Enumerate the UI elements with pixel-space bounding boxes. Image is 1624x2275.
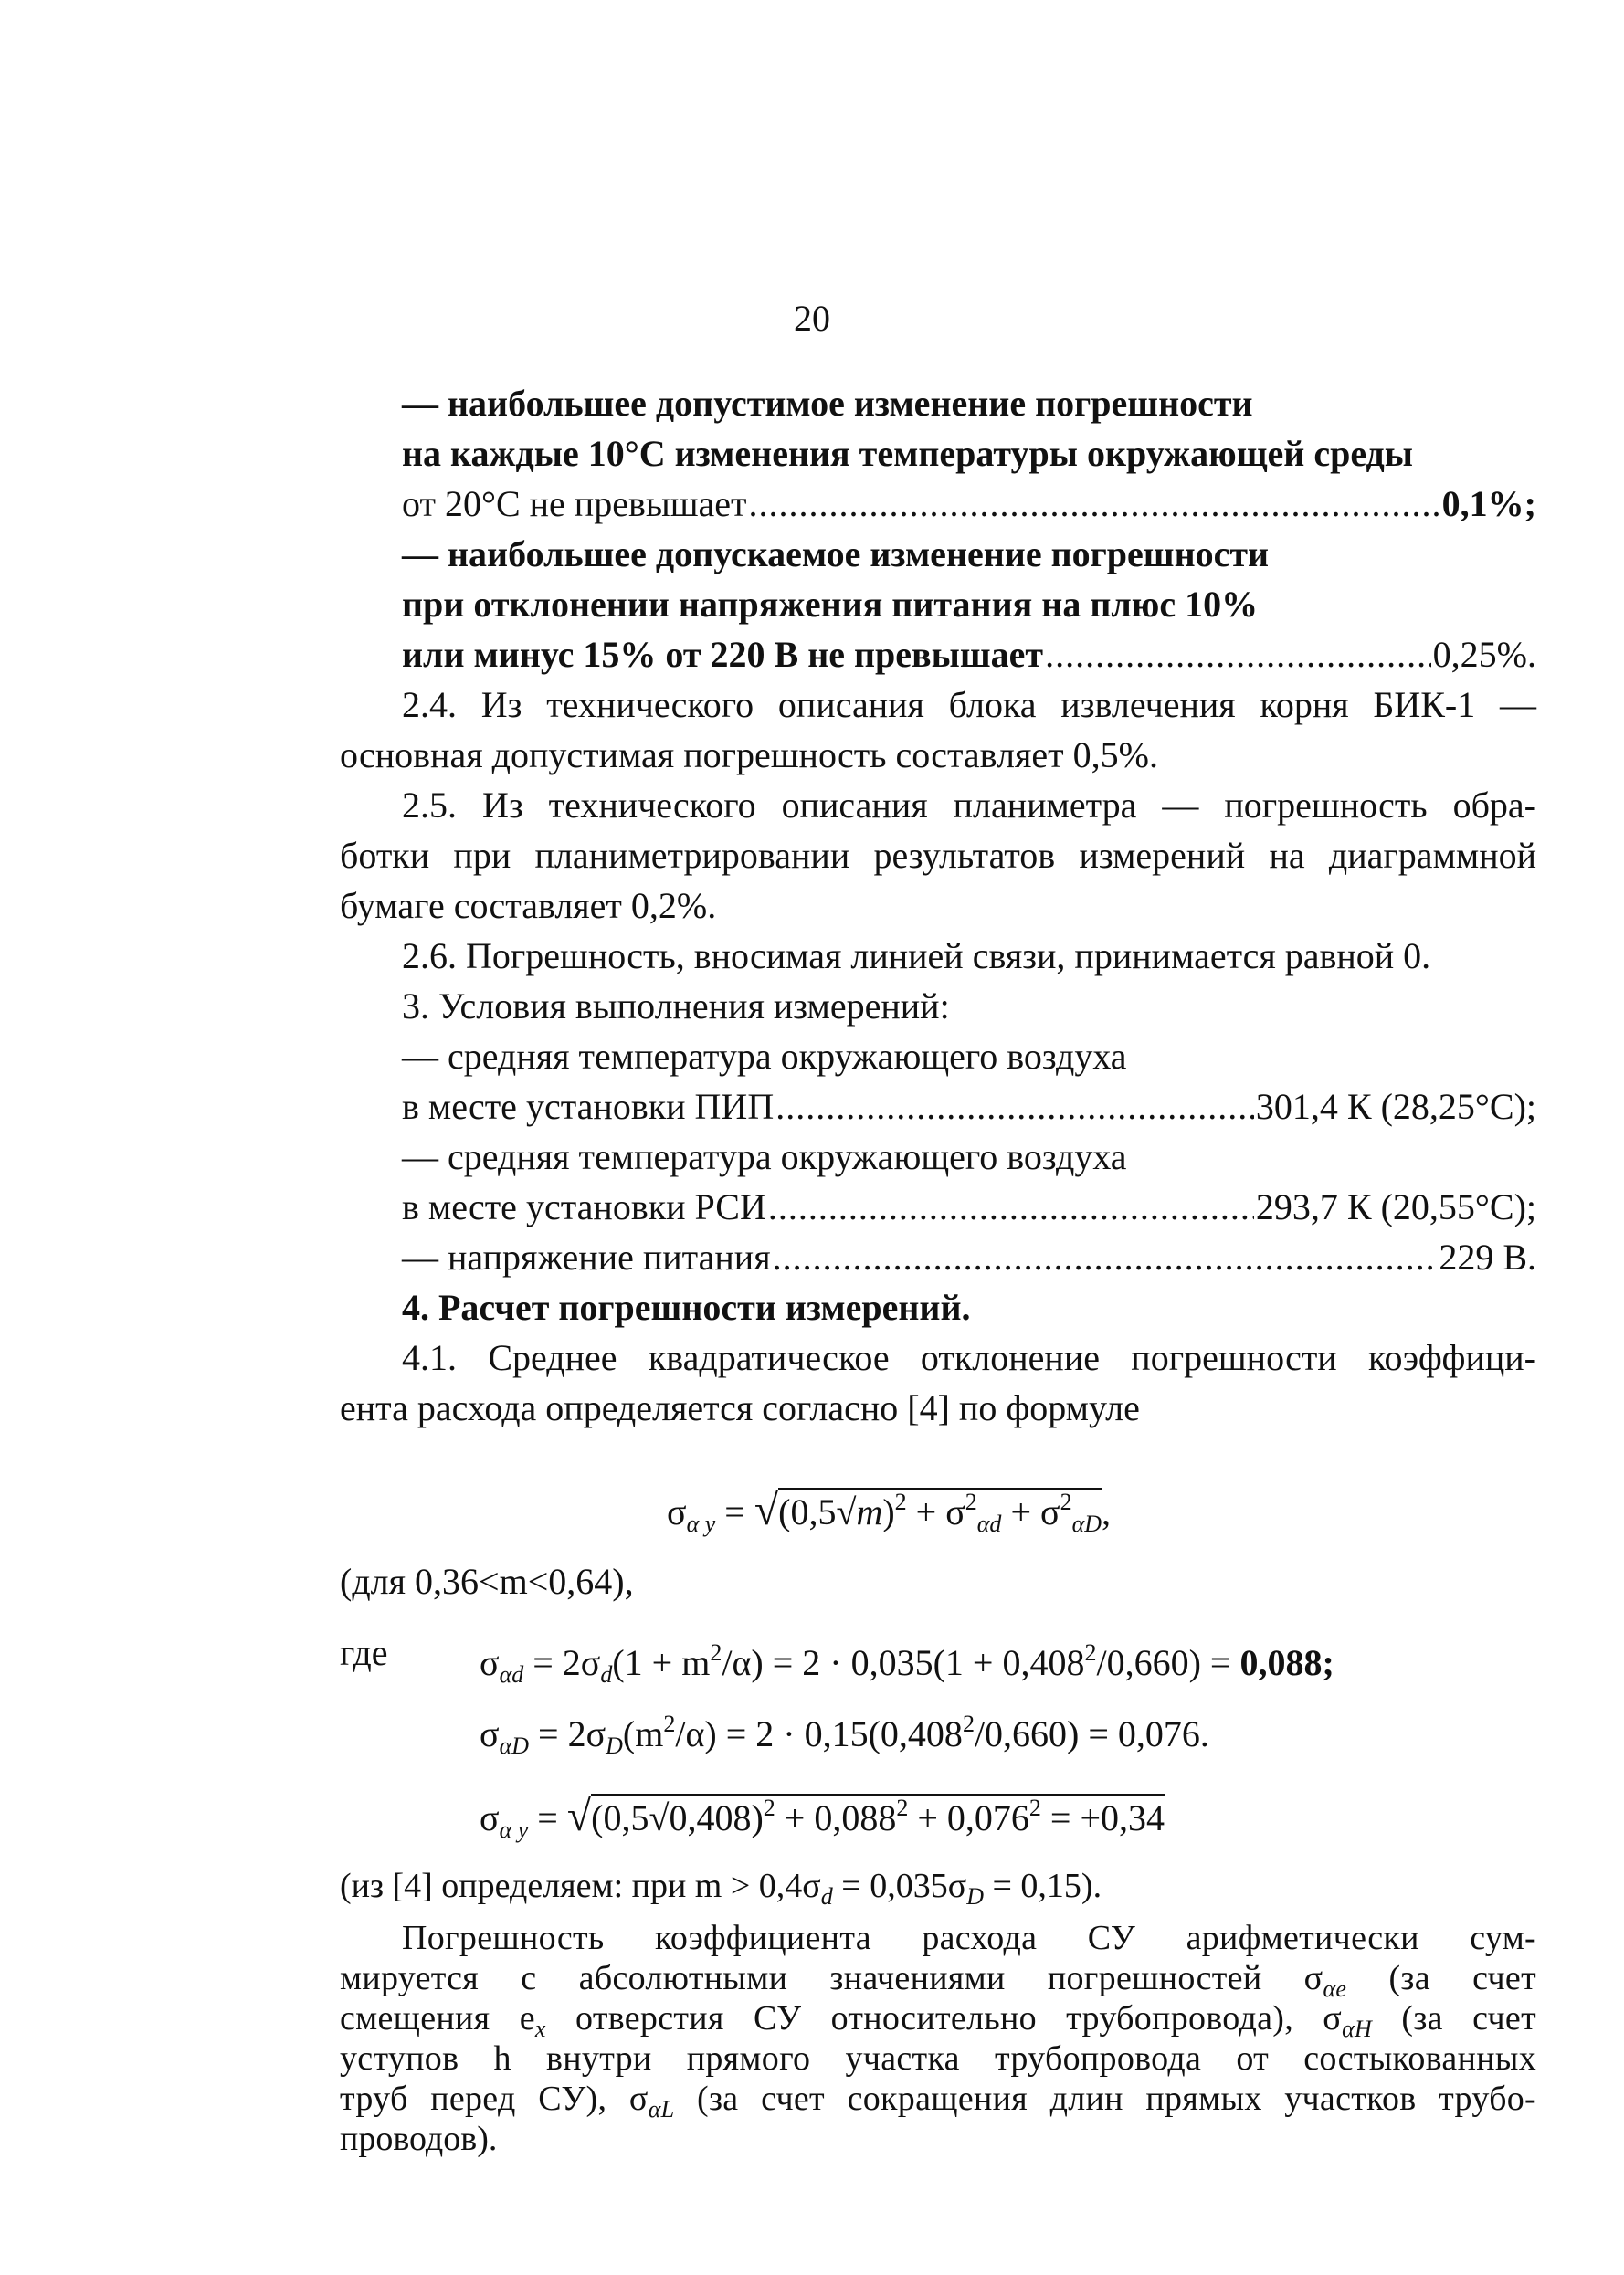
text-line: 4. Расчет погрешности измерений. xyxy=(402,1287,971,1328)
text-line: бумаге составляет 0,2%. xyxy=(340,885,717,926)
where-label: где xyxy=(340,1632,388,1673)
dotted-line xyxy=(402,481,1536,527)
equation-3: $\sigma_{\alpha у} = √(0,5√0,408)^2 + 0,088^2 + 0,076^2 = +0,34$ xyxy=(480,1792,1165,1843)
text-line: 2.4. Из технического описания блока извлечения корня БИК-1 — xyxy=(402,684,1536,725)
text-line: ботки при планиметрировании результатов измерений на диаграммной xyxy=(340,835,1536,876)
dotted-line xyxy=(402,1235,1536,1280)
dotted-line-value: 0,25%. xyxy=(1432,634,1536,675)
leader-dots xyxy=(768,1185,1254,1230)
text-line: 2.6. Погрешность, вносимая линией связи, принимается равной 0. xyxy=(402,935,1431,976)
text-line: — наибольшее допускаемое изменение погрешности xyxy=(402,533,1270,574)
note-line: (из [4] определяем: при $m > 0,4\sigma_d = 0,035\sigma_D = 0,15$). xyxy=(340,1867,1102,1910)
paragraph-line: труб перед СУ), $\sigma_{\alpha L}$ (за счет сокращения длин прямых участков трубо- xyxy=(340,2080,1537,2122)
leader-dots xyxy=(773,1235,1438,1280)
dotted-line-text: от 20°С не превышает xyxy=(402,483,747,524)
text-line: 2.5. Из технического описания планиметра — погрешность обра- xyxy=(402,785,1536,826)
text-line: основная допустимая погрешность составляет 0,5%. xyxy=(340,734,1158,775)
text-line: — средняя температура окружающего воздуха xyxy=(402,1036,1127,1077)
leader-dots xyxy=(749,481,1440,527)
dotted-line-value: 301,4 К (28,25°С); xyxy=(1255,1086,1536,1127)
dotted-line-value: 229 В. xyxy=(1439,1237,1536,1278)
dotted-line xyxy=(402,1185,1536,1230)
paragraph-line: Погрешность коэффициента расхода СУ арифметически сум- xyxy=(402,1919,1536,1957)
equation-1: $\sigma_{\alpha d} = 2\sigma_d(1 + m^2/\alpha) = 2 \cdot 0,035(1 + 0,408^2/0,660) = 0,088$; xyxy=(480,1639,1334,1688)
paragraph-line: проводов). xyxy=(340,2120,498,2158)
dotted-line-text: в месте установки РСИ xyxy=(402,1186,766,1227)
leader-dots xyxy=(775,1084,1254,1130)
dotted-line-value: 293,7 К (20,55°С); xyxy=(1255,1186,1536,1227)
formula-condition: (для 0,36<m<0,64), xyxy=(340,1561,634,1602)
text-line: 4.1. Среднее квадратическое отклонение погрешности коэффици- xyxy=(402,1337,1536,1378)
text-line: на каждые 10°С изменения температуры окружающей среды xyxy=(402,433,1414,474)
formula-main: $\sigma_{\alpha у} = √(0,5√m)^2 + \sigma^2_{\alpha d} + \sigma^2_{\alpha D}$, xyxy=(667,1486,1111,1537)
paragraph-line: уступов h внутри прямого участка трубопровода от состыкованных xyxy=(340,2039,1536,2078)
page-number: 20 xyxy=(794,298,830,339)
text-line: — наибольшее допустимое изменение погрешности xyxy=(402,383,1253,424)
text-line: 3. Условия выполнения измерений: xyxy=(402,985,950,1027)
paragraph-line: смещения $e_x$ отверстия СУ относительно трубопровода), $\sigma_{\alpha H}$ (за счет xyxy=(340,1999,1537,2042)
equation-2: $\sigma_{\alpha D} = 2\sigma_D(m^2/\alpha) = 2 \cdot 0,15(0,408^2/0,660) = 0,076$. xyxy=(480,1711,1209,1759)
paragraph-line: мируется с абсолютными значениями погрешностей $\sigma_{\alpha e}$ (за счет xyxy=(340,1959,1536,2002)
dotted-line xyxy=(402,632,1536,678)
dotted-line-text: — напряжение питания xyxy=(402,1237,771,1278)
dotted-line-text: или минус 15% от 220 В не превышает xyxy=(402,634,1044,675)
leader-dots xyxy=(1045,632,1431,678)
dotted-line-value: 0,1%; xyxy=(1441,483,1536,524)
dotted-line xyxy=(402,1084,1536,1130)
text-line: ента расхода определяется согласно [4] по формуле xyxy=(340,1387,1140,1428)
text-line: при отклонении напряжения питания на плюс 10% xyxy=(402,584,1259,625)
dotted-line-text: в месте установки ПИП xyxy=(402,1086,775,1127)
text-line: — средняя температура окружающего воздуха xyxy=(402,1136,1127,1177)
